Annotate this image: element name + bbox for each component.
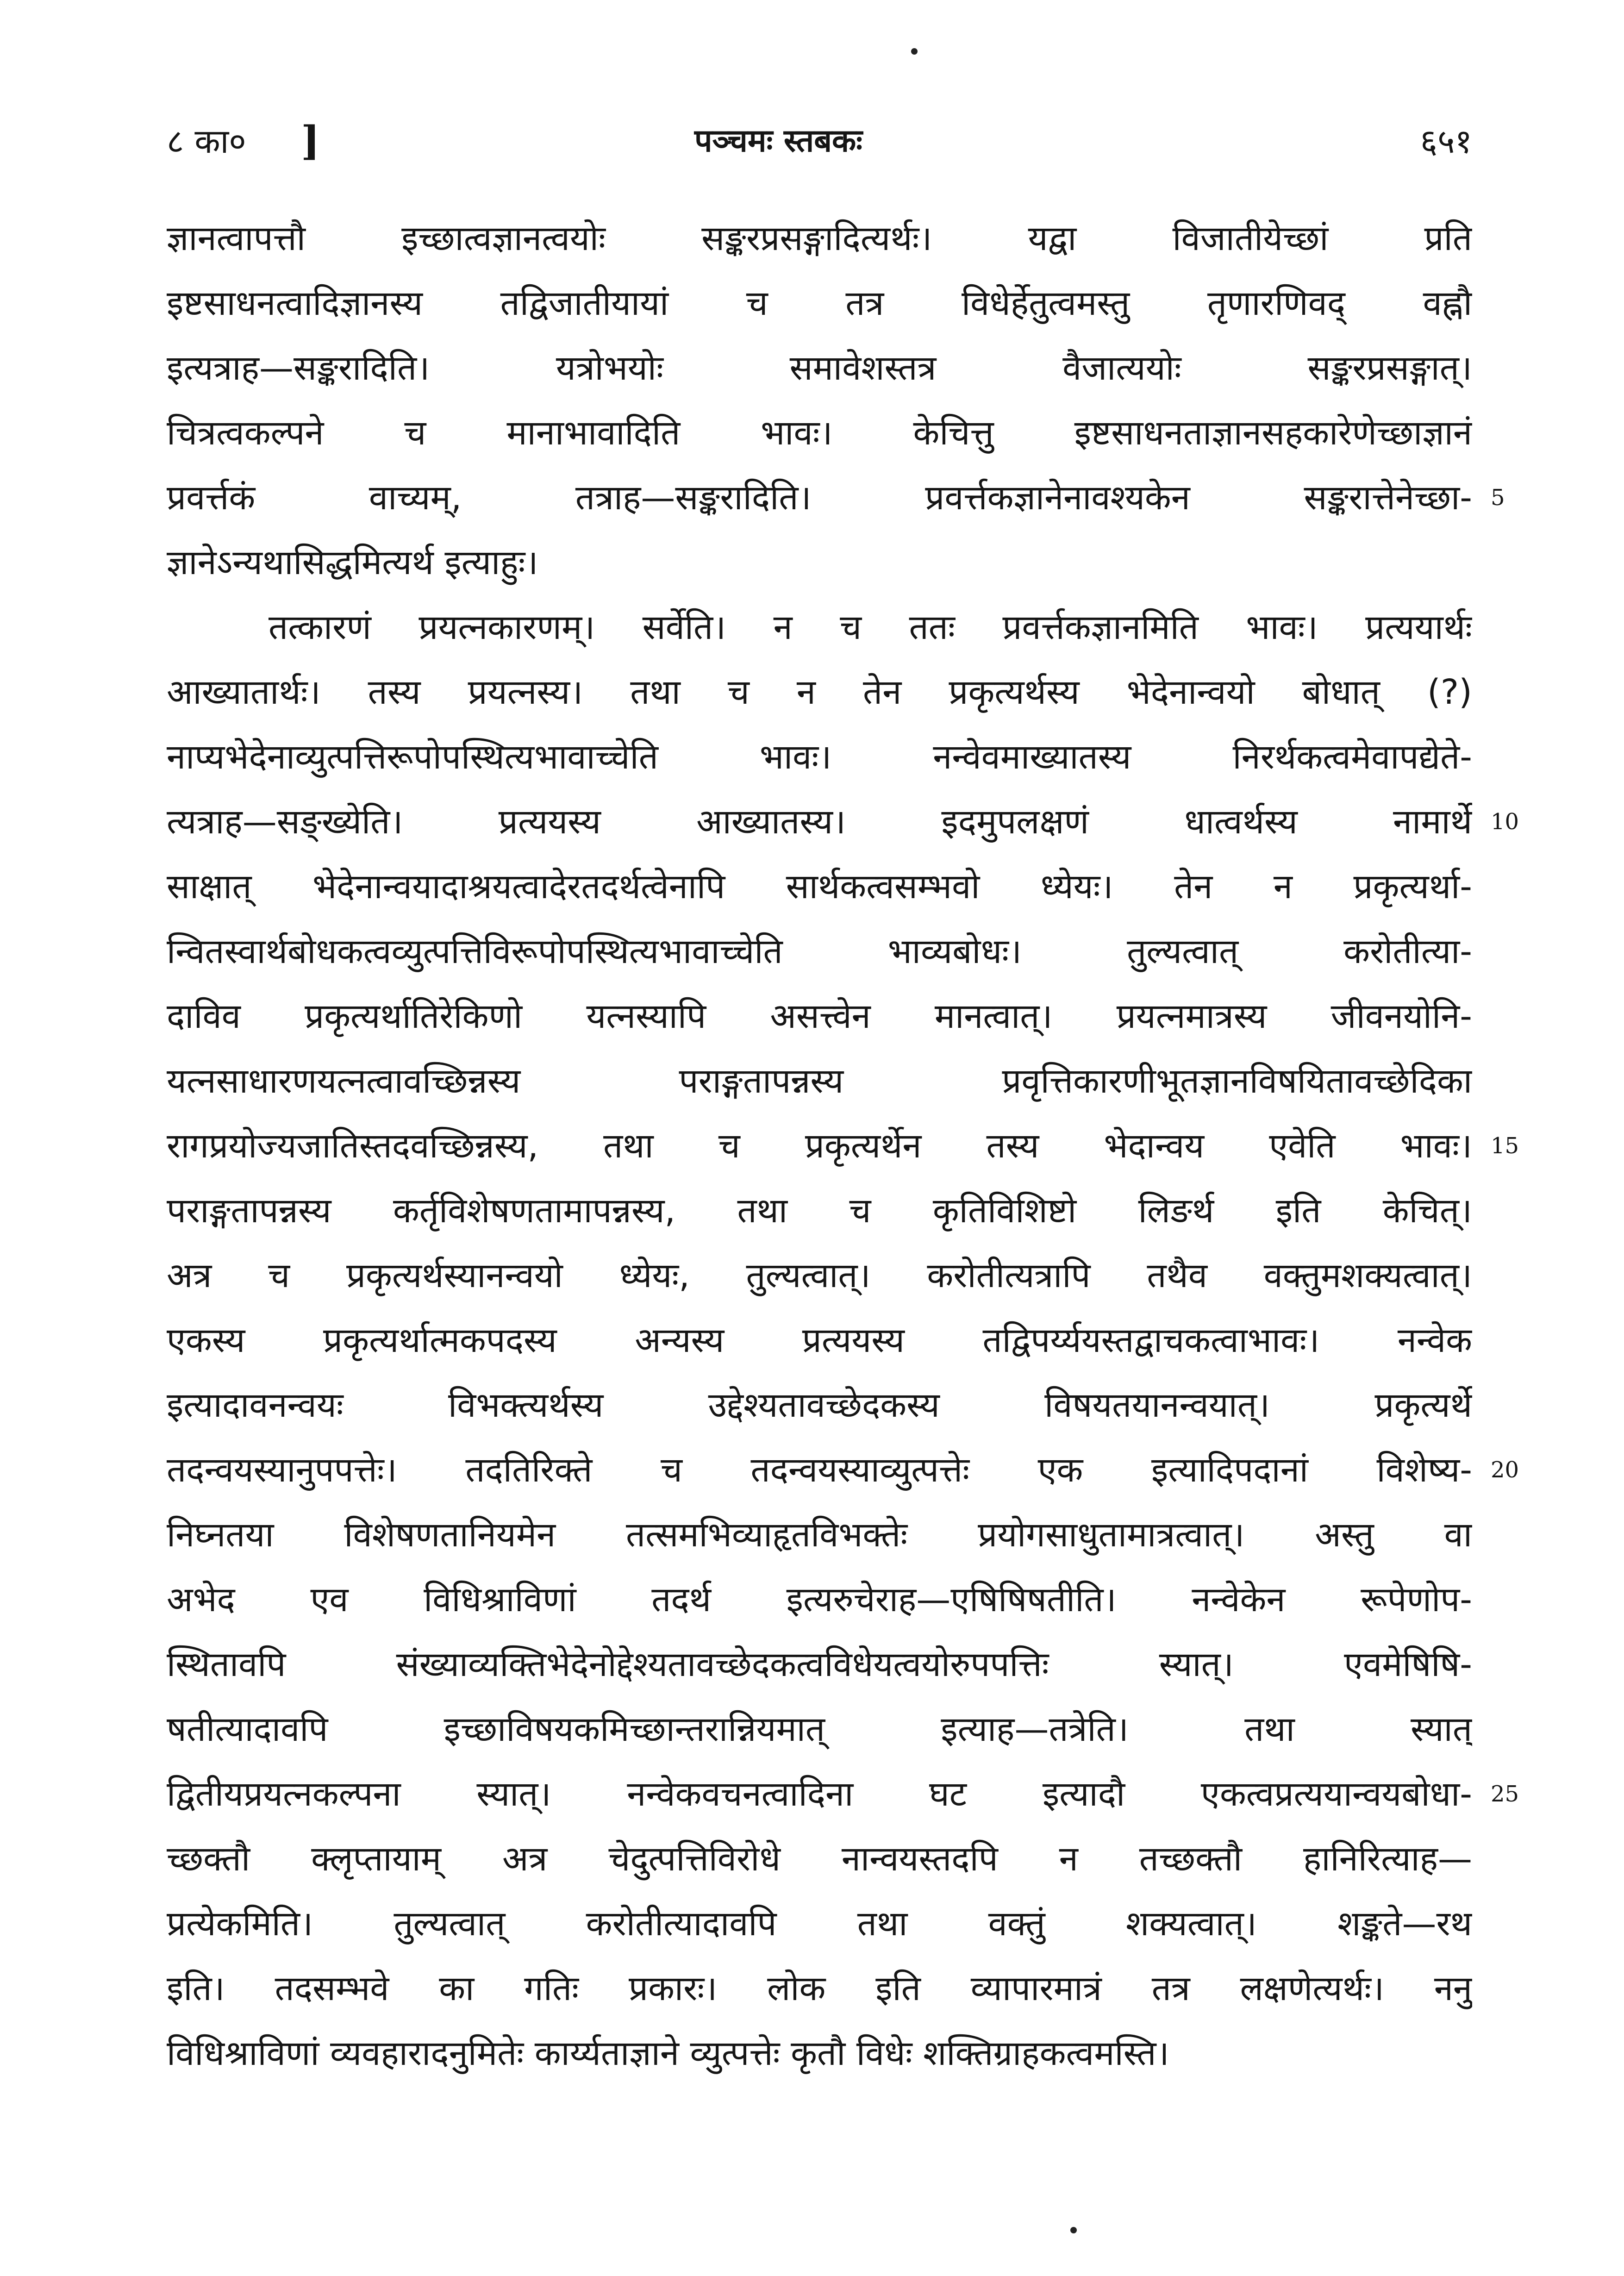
text-line: इत्यादावनन्वयः विभक्त्यर्थस्य उद्देश्यतावच्छेदकस्य विषयतयानन्वयात्। प्रकृत्यर्थे — [167, 1385, 1472, 1425]
text-line: अभेद एव विधिश्राविणां तदर्थ इत्यरुचेराह—एषिषिषतीति। नन्वेकेन रूपेणोप- — [167, 1580, 1472, 1619]
text-line: साक्षात् भेदेनान्वयादाश्रयत्वादेरतदर्थत्वेनापि सार्थकत्वसम्भवो ध्येयः। तेन न प्रकृत्यर्था- — [167, 867, 1472, 907]
text-line: यत्नसाधारणयत्नत्वावच्छिन्नस्य पराङ्गतापन्नस्य प्रवृत्तिकारणीभूतज्ञानविषयितावच्छेदिका — [167, 1061, 1472, 1101]
text-line: न्वितस्वार्थबोधकत्वव्युत्पत्तिविरूपोपस्थित्यभावाच्चेति भाव्यबोधः। तुल्यत्वात् करोतीत्या- — [167, 932, 1472, 971]
text-line: ज्ञानेऽन्यथासिद्धमित्यर्थ इत्याहुः। — [167, 543, 538, 582]
text-line: तदन्वयस्यानुपपत्तेः। तदतिरिक्ते च तदन्वयस्याव्युत्पत्तेः एक इत्यादिपदानां विशेष्य- — [167, 1450, 1472, 1490]
text-line: आख्यातार्थः। तस्य प्रयत्नस्य। तथा च न तेन प्रकृत्यर्थस्य भेदेनान्वयो बोधात् (?) — [167, 672, 1472, 712]
text-line: इत्यत्राह—सङ्करादिति। यत्रोभयोः समावेशस्तत्र वैजात्ययोः सङ्करप्रसङ्गात्। — [167, 348, 1472, 388]
running-head-bracket: ] — [301, 118, 320, 164]
ink-speck-top — [911, 48, 918, 55]
text-line: प्रत्येकमिति। तुल्यत्वात् करोतीत्यादावपि तथा वक्तुं शक्यत्वात्। शङ्कते—रथ — [167, 1904, 1472, 1944]
chapter-reference: ८ का० — [167, 122, 246, 161]
line-number: 20 — [1491, 1457, 1519, 1483]
ink-speck-bottom — [1070, 2227, 1077, 2233]
text-line: ज्ञानत्वापत्तौ इच्छात्वज्ञानत्वयोः सङ्करप्रसङ्गादित्यर्थः। यद्वा विजातीयेच्छां प्रति — [167, 219, 1472, 258]
text-line: त्यत्राह—सङ्ख्येति। प्रत्ययस्य आख्यातस्य। इदमुपलक्षणं धात्वर्थस्य नामार्थे — [167, 802, 1472, 842]
text-line: निघ्नतया विशेषणतानियमेन तत्समभिव्याहृतविभक्तेः प्रयोगसाधुतामात्रत्वात्। अस्तु वा — [167, 1515, 1472, 1555]
text-line: एकस्य प्रकृत्यर्थात्मकपदस्य अन्यस्य प्रत्ययस्य तद्विपर्य्ययस्तद्वाचकत्वाभावः। नन्वेक — [167, 1320, 1472, 1360]
text-line: पराङ्गतापन्नस्य कर्तृविशेषणतामापन्नस्य, तथा च कृतिविशिष्टो लिङर्थ इति केचित्। — [167, 1191, 1472, 1231]
text-line: नाप्यभेदेनाव्युत्पत्तिरूपोपस्थित्यभावाच्चेति भावः। नन्वेवमाख्यातस्य निरर्थकत्वमेवापद्येते- — [167, 737, 1472, 777]
text-line: रागप्रयोज्यजातिस्तदवच्छिन्नस्य, तथा च प्रकृत्यर्थेन तस्य भेदान्वय एवेति भावः। — [167, 1126, 1472, 1166]
text-line: च्छक्तौ क्लृप्तायाम् अत्र चेदुत्पत्तिविरोधे नान्वयस्तदपि न तच्छक्तौ हानिरित्याह— — [167, 1839, 1472, 1879]
text-line: तत्कारणं प्रयत्नकारणम्। सर्वेति। न च ततः प्रवर्त्तकज्ञानमिति भावः। प्रत्ययार्थः — [269, 607, 1472, 647]
line-number: 15 — [1491, 1133, 1519, 1159]
text-line: प्रवर्त्तकं वाच्यम्, तत्राह—सङ्करादिति। प्रवर्त्तकज्ञानेनावश्यकेन सङ्करात्तेनेच्छा- — [167, 478, 1472, 518]
line-number: 5 — [1491, 485, 1505, 511]
page-number: ६५१ — [1420, 122, 1472, 161]
text-line: दाविव प्रकृत्यर्थातिरेकिणो यत्नस्यापि असत्त्वेन मानत्वात्। प्रयत्नमात्रस्य जीवनयोनि- — [167, 996, 1472, 1036]
text-line: इति। तदसम्भवे का गतिः प्रकारः। लोक इति व्यापारमात्रं तत्र लक्षणेत्यर्थः। ननु — [167, 1969, 1472, 2008]
line-number: 10 — [1491, 809, 1519, 835]
line-number: 25 — [1491, 1781, 1519, 1807]
text-line: द्वितीयप्रयत्नकल्पना स्यात्। नन्वेकवचनत्वादिना घट इत्यादौ एकत्वप्रत्ययान्वयबोधा- — [167, 1774, 1472, 1814]
running-head — [167, 116, 1472, 167]
commentary-text — [167, 206, 1472, 2086]
section-title: पञ्चमः स्तबकः — [694, 123, 862, 159]
text-line: चित्रत्वकल्पने च मानाभावादिति भावः। केचित्तु इष्टसाधनताज्ञानसहकारेणेच्छाज्ञानं — [167, 413, 1472, 453]
text-line: षतीत्यादावपि इच्छाविषयकमिच्छान्तरान्नियमात् इत्याह—तत्रेति। तथा स्यात् — [167, 1709, 1472, 1749]
text-line: विधिश्राविणां व्यवहारादनुमितेः कार्य्यताज्ञाने व्युत्पत्तेः कृतौ विधेः शक्तिग्राहकत्वमस्ति। — [167, 2033, 1169, 2073]
text-line: अत्र च प्रकृत्यर्थस्यानन्वयो ध्येयः, तुल्यत्वात्। करोतीत्यत्रापि तथैव वक्तुमशक्यत्वात्। — [167, 1256, 1472, 1295]
text-line: इष्टसाधनत्वादिज्ञानस्य तद्विजातीयायां च तत्र विधेर्हेतुत्वमस्तु तृणारणिवद् वह्नौ — [167, 283, 1472, 323]
text-line: स्थितावपि संख्याव्यक्तिभेदेनोद्देश्यतावच्छेदकत्वविधेयत्वयोरुपपत्तिः स्यात्। एवमेषिषि- — [167, 1644, 1472, 1684]
